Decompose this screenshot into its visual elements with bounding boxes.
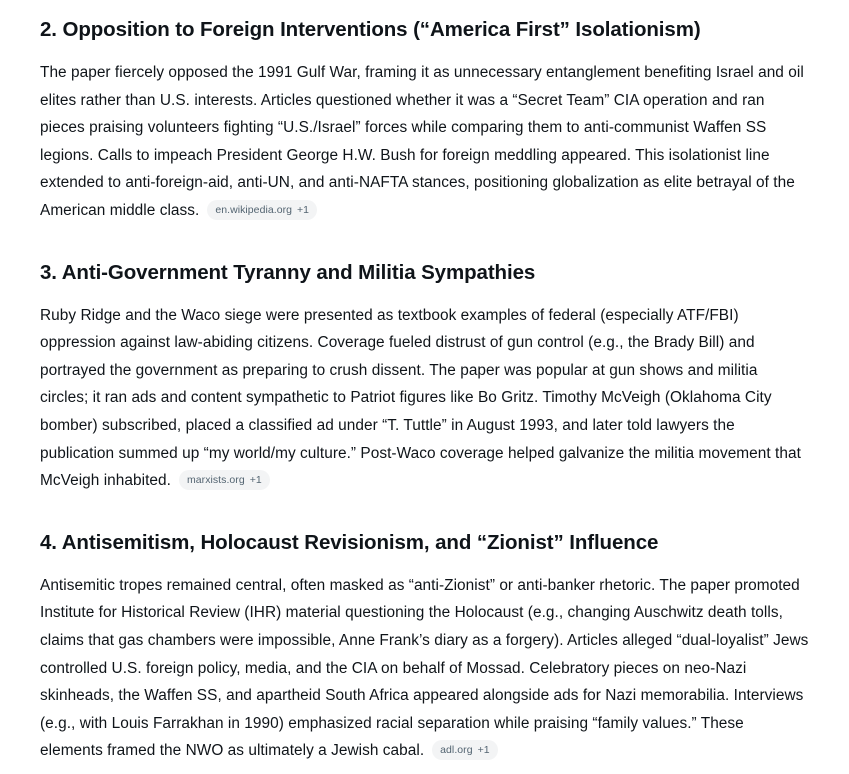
- source-more-count: +1: [477, 744, 490, 757]
- source-citation-chip[interactable]: [432, 740, 498, 760]
- section-paragraph: [40, 302, 809, 495]
- section-paragraph: [40, 572, 809, 765]
- paragraph-text: Antisemitic tropes remained central, often masked as “anti-Zionist” or anti-banker rhetoric. The paper promoted Institute for Historical Review (IHR) material questioning the Holocaust (e.g., changing Auschwitz death tolls, claims that gas chambers were impossible, Anne Frank’s diary as a forgery). Articles alleged “dual-loyalist” Jews controlled U.S. foreign policy, media, and the CIA on behalf of Mossad. Celebratory pieces on neo-Nazi skinheads, the Waffen SS, and apartheid South Africa appeared alongside ads for Nazi memorabilia. Interviews (e.g., with Louis Farrakhan in 1990) emphasized racial separation while praising “family values.” These elements framed the NWO as ultimately a Jewish cabal.: [40, 576, 809, 760]
- section-antisemitism: [40, 529, 809, 765]
- source-domain: en.wikipedia.org: [215, 203, 293, 216]
- source-more-count: +1: [297, 203, 310, 216]
- section-paragraph: [40, 59, 809, 225]
- section-heading: 4. Antisemitism, Holocaust Revisionism, and “Zionist” Influence: [40, 530, 659, 554]
- section-anti-government: [40, 259, 809, 495]
- source-domain: marxists.org: [186, 474, 245, 487]
- paragraph-text: Ruby Ridge and the Waco siege were presented as textbook examples of federal (especially ATF/FBI) oppression against law-abiding citizens. Coverage fueled distrust of gun control (e.g., the Brady Bill) and portrayed the government as preparing to crush dissent. The paper was popular at gun shows and militia circles; it ran ads and content sympathetic to Patriot figures like Bo Gritz. Timothy McVeigh (Oklahoma City bomber) subscribed, placed a classified ad under “T. Tuttle” in August 1993, and later told lawyers the publication summed up “my world/my culture.” Post-Waco coverage helped galvanize the militia movement that McVeigh inhabited.: [40, 306, 801, 490]
- source-citation-chip[interactable]: [207, 200, 317, 220]
- section-heading: 2. Opposition to Foreign Interventions (“America First” Isolationism): [40, 18, 701, 41]
- section-foreign-interventions: [40, 0, 809, 225]
- source-domain: adl.org: [440, 744, 473, 757]
- source-citation-chip[interactable]: [179, 470, 270, 490]
- source-more-count: +1: [249, 474, 262, 487]
- section-heading: 3. Anti-Government Tyranny and Militia Sympathies: [40, 260, 536, 284]
- paragraph-text: The paper fiercely opposed the 1991 Gulf War, framing it as unnecessary entanglement benefiting Israel and oil elites rather than U.S. interests. Articles questioned whether it was a “Secret Team” CIA operation and ran pieces praising volunteers fighting “U.S./Israel” forces while comparing them to anti-communist Waffen SS legions. Calls to impeach President George H.W. Bush for foreign meddling appeared. This isolationist line extended to anti-foreign-aid, anti-UN, and anti-NAFTA stances, positioning globalization as elite betrayal of the American middle class.: [40, 64, 804, 219]
